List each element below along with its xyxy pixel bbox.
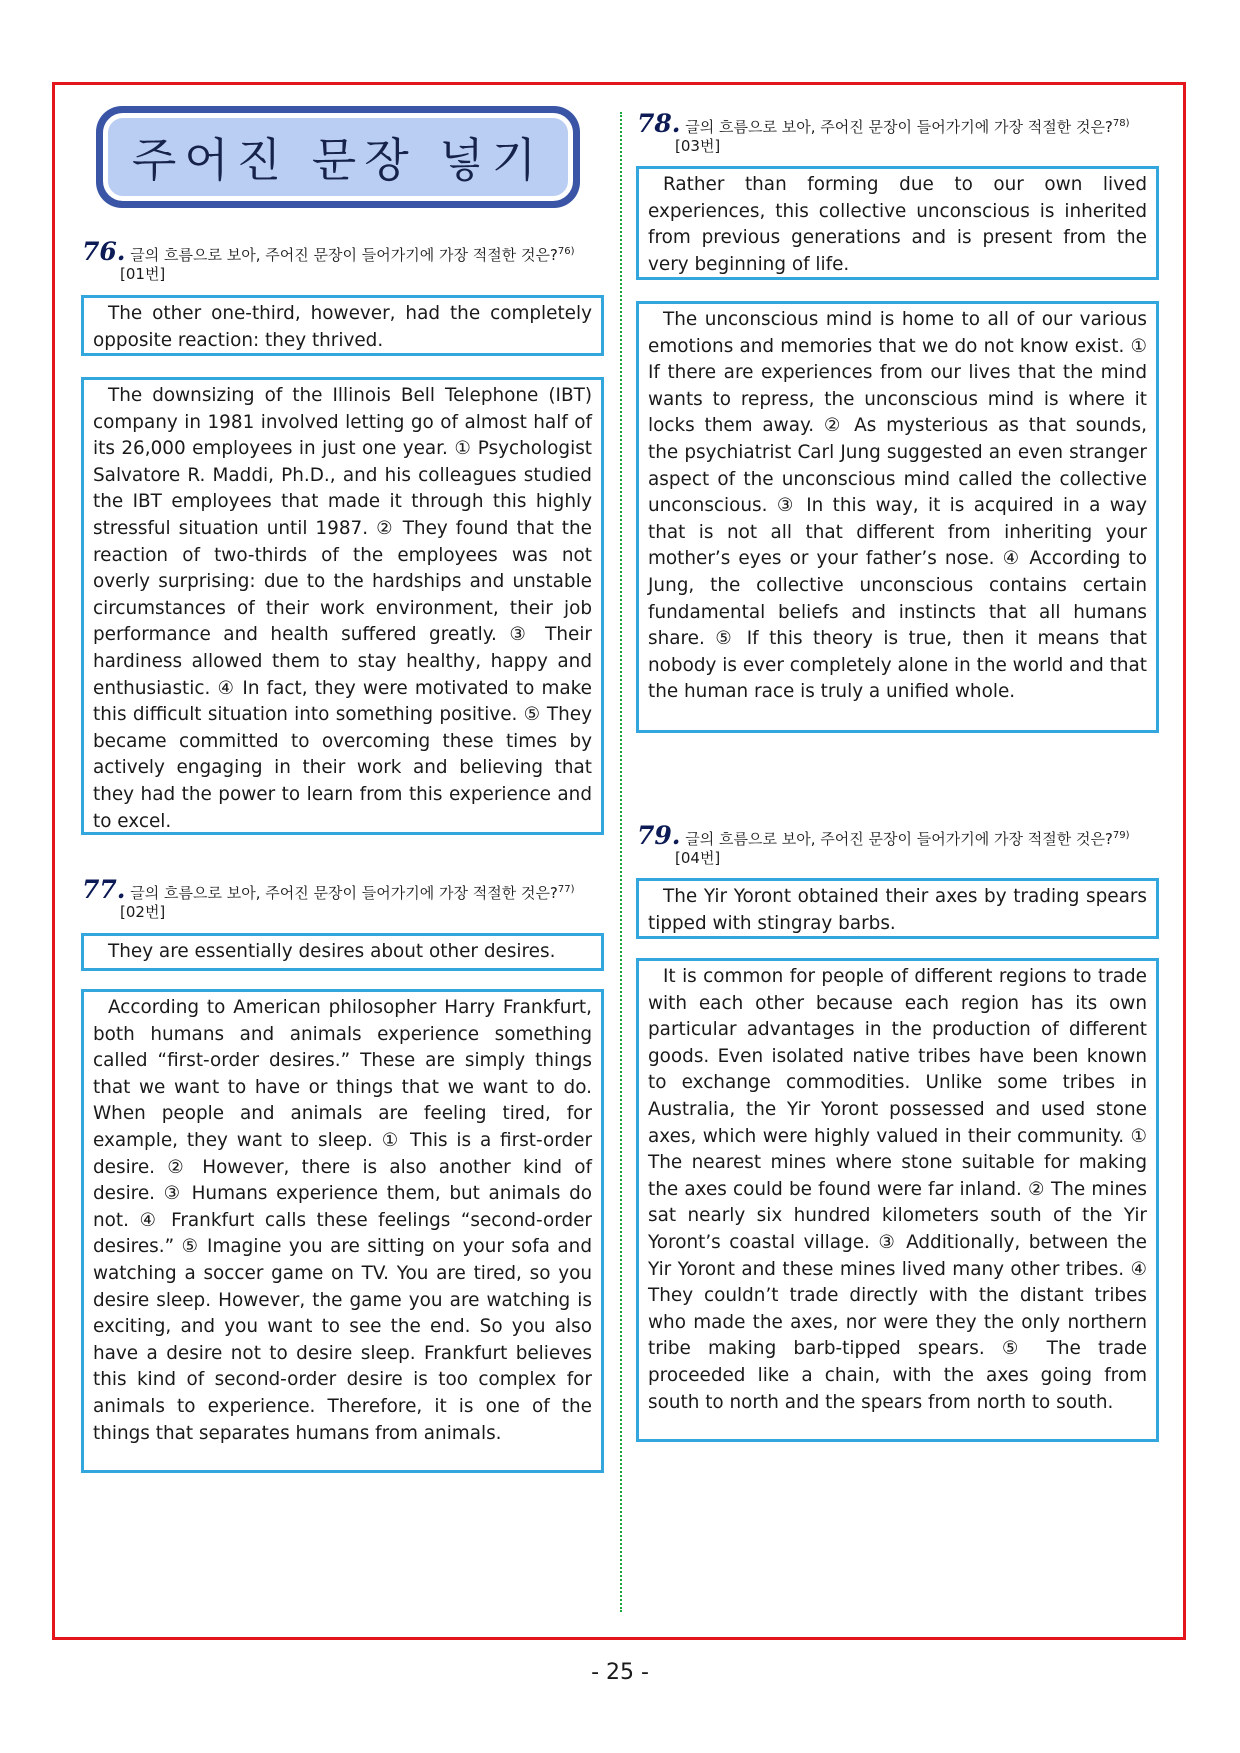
question-76-header (82, 237, 622, 284)
section-title-inner (103, 113, 573, 201)
question-79-given-sentence: The Yir Yoront obtained their axes by trading spears tipped with stingray barbs. (636, 878, 1159, 939)
question-76-passage: The downsizing of the Illinois Bell Telephone (IBT) company in 1981 involved letting go of almost half of its 26,000 employees in just one year. ① Psychologist Salvatore R. Maddi, Ph.D., and his colleagues studied the IBT employees that made it through this highly stressful situation until 1987. ② They found that the reaction of two-thirds of the employees was not overly surprising: due to the hardships and unstable circumstances of their work environment, their job performance and health suffered greatly. ③ Their hardiness allowed them to stay healthy, happy and enthusiastic. ④ In fact, they were motivated to make this difficult situation into something positive. ⑤ They became committed to overcoming these times by actively engaging in their work and believing that they had the power to learn from this experience and to excel. (81, 377, 604, 835)
question-number: 79. (637, 821, 681, 850)
question-79-passage: It is common for people of different regions to trade with each other because each region has its own particular advantages in the production of different goods. Even isolated native tribes have been known to exchange commodities. Unlike some tribes in Australia, the Yir Yoront possessed and used stone axes, which were highly valued in their community. ① The nearest mines where stone suitable for making the axes could be found were far inland. ② The mines sat nearly six hundred kilometers south of the Yir Yoront’s coastal village. ③ Additionally, between the Yir Yoront and these mines lived many other tribes. ④ They couldn’t trade directly with the distant tribes who made the axes, nor were they the only northern tribe making barb-tipped spears. ⑤ The trade proceeded like a chain, with the axes going from south to north and the spears from north to south. (636, 958, 1159, 1442)
section-title-banner (96, 106, 580, 208)
question-77-header (82, 875, 622, 922)
section-title: 주어진 문장 넣기 (131, 133, 545, 187)
question-77-given-sentence: They are essentially desires about other desires. (81, 933, 604, 971)
question-78-header (637, 109, 1177, 156)
question-footnote: 76) (557, 246, 575, 257)
question-76-given-sentence: The other one-third, however, had the completely opposite reaction: they thrived. (81, 295, 604, 356)
question-footnote: 78) (1112, 118, 1130, 129)
column-divider (620, 112, 622, 1612)
question-number: 77. (82, 875, 126, 904)
question-number: 76. (82, 237, 126, 266)
question-source: [04번] (675, 849, 721, 867)
question-source: [01번] (120, 265, 166, 283)
question-prompt: 글의 흐름으로 보아, 주어진 문장이 들어가기에 가장 적절한 것은? (685, 118, 1113, 136)
question-78-given-sentence: Rather than forming due to our own lived experiences, this collective unconscious is inherited from previous generations and is present from the very beginning of life. (636, 166, 1159, 280)
question-footnote: 79) (1112, 830, 1130, 841)
question-source: [03번] (675, 137, 721, 155)
question-prompt: 글의 흐름으로 보아, 주어진 문장이 들어가기에 가장 적절한 것은? (685, 830, 1113, 848)
question-79-header (637, 821, 1177, 868)
page-number: - 25 - (591, 1660, 649, 1685)
question-number: 78. (637, 109, 681, 138)
question-source: [02번] (120, 903, 166, 921)
question-77-passage: According to American philosopher Harry Frankfurt, both humans and animals experience something called “first-order desires.” These are simply things that we want to have or things that we want to do. When people and animals are feeling tired, for example, they want to sleep. ① This is a first-order desire. ② However, there is also another kind of desire. ③ Humans experience them, but animals do not. ④ Frankfurt calls these feelings “second-order desires.” ⑤ Imagine you are sitting on your sofa and watching a soccer game on TV. You are tired, so you desire sleep. However, the game you are watching is exciting, and you want to see the end. So you also have a desire not to desire sleep. Frankfurt believes this kind of second-order desire is too complex for animals to experience. Therefore, it is one of the things that separates humans from animals. (81, 989, 604, 1473)
question-prompt: 글의 흐름으로 보아, 주어진 문장이 들어가기에 가장 적절한 것은? (130, 884, 558, 902)
question-prompt: 글의 흐름으로 보아, 주어진 문장이 들어가기에 가장 적절한 것은? (130, 246, 558, 264)
question-footnote: 77) (557, 884, 575, 895)
question-78-passage: The unconscious mind is home to all of our various emotions and memories that we do not know exist. ① If there are experiences from our lives that the mind wants to repress, the unconscious mind is where it locks them away. ② As mysterious as that sounds, the psychiatrist Carl Jung suggested an even stranger aspect of the unconscious mind called the collective unconscious. ③ In this way, it is acquired in a way that is not all that different from inheriting your mother’s eyes or your father’s nose. ④ According to Jung, the collective unconscious contains certain fundamental beliefs and instincts that all humans share. ⑤ If this theory is true, then it means that nobody is ever completely alone in the world and that the human race is truly a unified whole. (636, 301, 1159, 733)
